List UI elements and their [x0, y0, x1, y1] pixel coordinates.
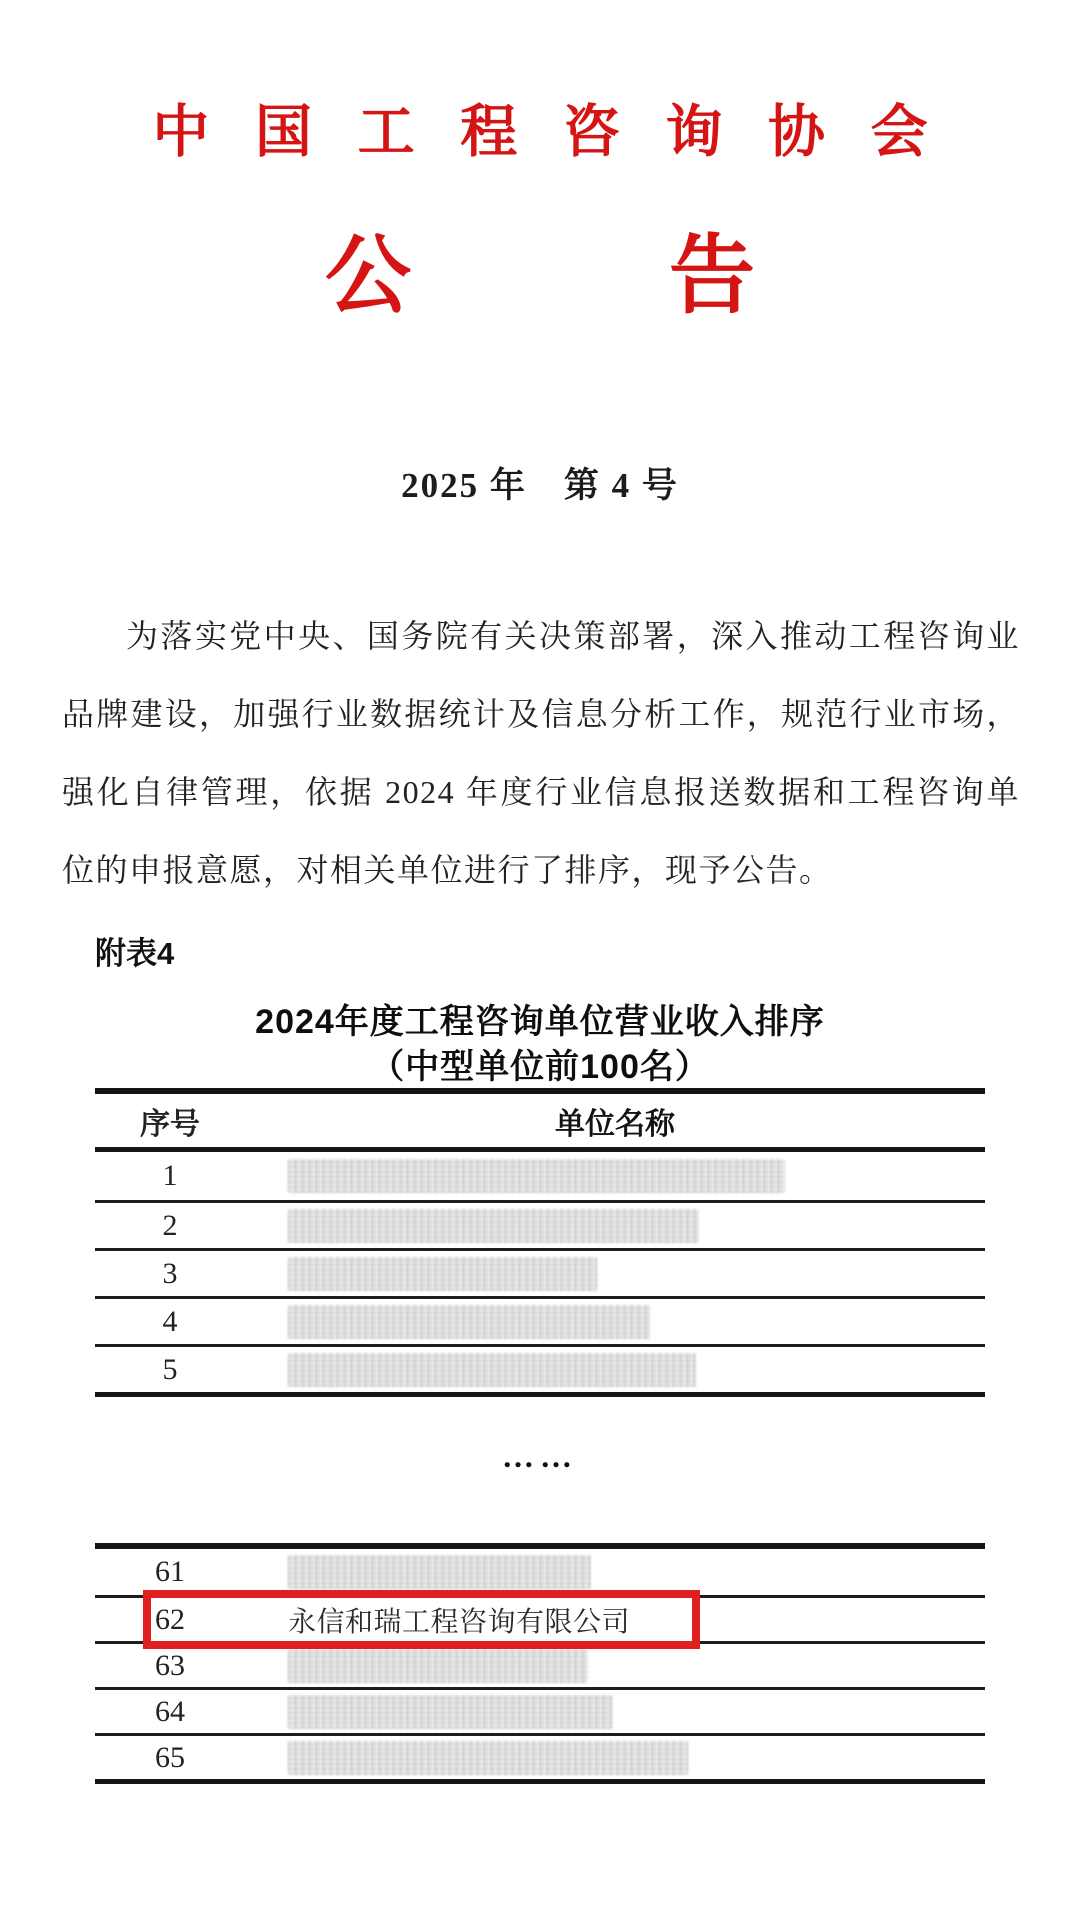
body-paragraph: 为落实党中央、国务院有关决策部署，深入推动工程咨询业品牌建设，加强行业数据统计及信息分析工作，规范行业市场，强化自律管理，依据 2024 年度行业信息报送数据和工程咨询单位的申报意愿，对相关单位进行了排序，现予公告。 — [62, 618, 1020, 888]
redacted-company-name — [288, 1209, 698, 1243]
name-cell — [245, 1649, 985, 1683]
table-row — [95, 1152, 985, 1200]
rank-cell: 5 — [162, 1352, 178, 1386]
name-cell — [245, 1305, 985, 1339]
redacted-company-name — [288, 1353, 696, 1387]
table-row — [95, 1296, 985, 1344]
organization-title: 中国工程咨询协会 — [152, 101, 974, 164]
rank-cell: 1 — [162, 1159, 178, 1192]
ranking-table-top — [95, 1088, 985, 1397]
table-title-line1: 2024年度工程咨询单位营业收入排序 — [255, 1003, 825, 1041]
name-cell — [245, 1159, 985, 1193]
table-row — [95, 1733, 985, 1779]
name-cell — [245, 1600, 985, 1640]
rank-cell: 61 — [155, 1555, 185, 1588]
rank-cell: 64 — [155, 1694, 185, 1728]
name-cell — [245, 1209, 985, 1243]
redacted-company-name — [288, 1741, 688, 1775]
redacted-company-name — [288, 1159, 785, 1193]
rank-cell: 65 — [155, 1740, 185, 1774]
header-rank: 序号 — [140, 1107, 200, 1141]
table-row-highlighted — [95, 1595, 985, 1641]
redacted-company-name — [288, 1257, 597, 1291]
table-header-row — [95, 1094, 985, 1152]
rank-cell: 62 — [155, 1602, 185, 1636]
rank-cell: 63 — [155, 1648, 185, 1682]
table-row — [95, 1248, 985, 1296]
name-cell — [245, 1257, 985, 1291]
table-title-line2: （中型单位前100名） — [370, 1048, 710, 1086]
table-row — [95, 1641, 985, 1687]
redacted-company-name — [288, 1555, 591, 1589]
header-unit-name: 单位名称 — [555, 1107, 675, 1141]
name-cell — [245, 1353, 985, 1387]
rank-cell: 2 — [162, 1208, 178, 1242]
table-row — [95, 1344, 985, 1392]
ranking-table-bottom — [95, 1543, 985, 1784]
table-row — [95, 1200, 985, 1248]
table-row — [95, 1687, 985, 1733]
rank-cell: 4 — [162, 1304, 178, 1338]
appendix-label: 附表4 — [95, 936, 175, 971]
highlighted-company-name: 永信和瑞工程咨询有限公司 — [288, 1606, 631, 1638]
notice-title: 公 告 — [325, 228, 841, 324]
table-ellipsis: …… — [502, 1438, 578, 1474]
rank-cell: 3 — [162, 1256, 178, 1290]
table-row — [95, 1549, 985, 1595]
name-cell — [245, 1555, 985, 1589]
issue-number-line: 2025 年 第 4 号 — [401, 466, 679, 505]
redacted-company-name — [288, 1695, 613, 1729]
redacted-company-name — [288, 1305, 650, 1339]
name-cell — [245, 1695, 985, 1729]
name-cell — [245, 1741, 985, 1775]
table-title — [0, 1000, 1080, 1090]
redacted-company-name — [288, 1649, 588, 1683]
